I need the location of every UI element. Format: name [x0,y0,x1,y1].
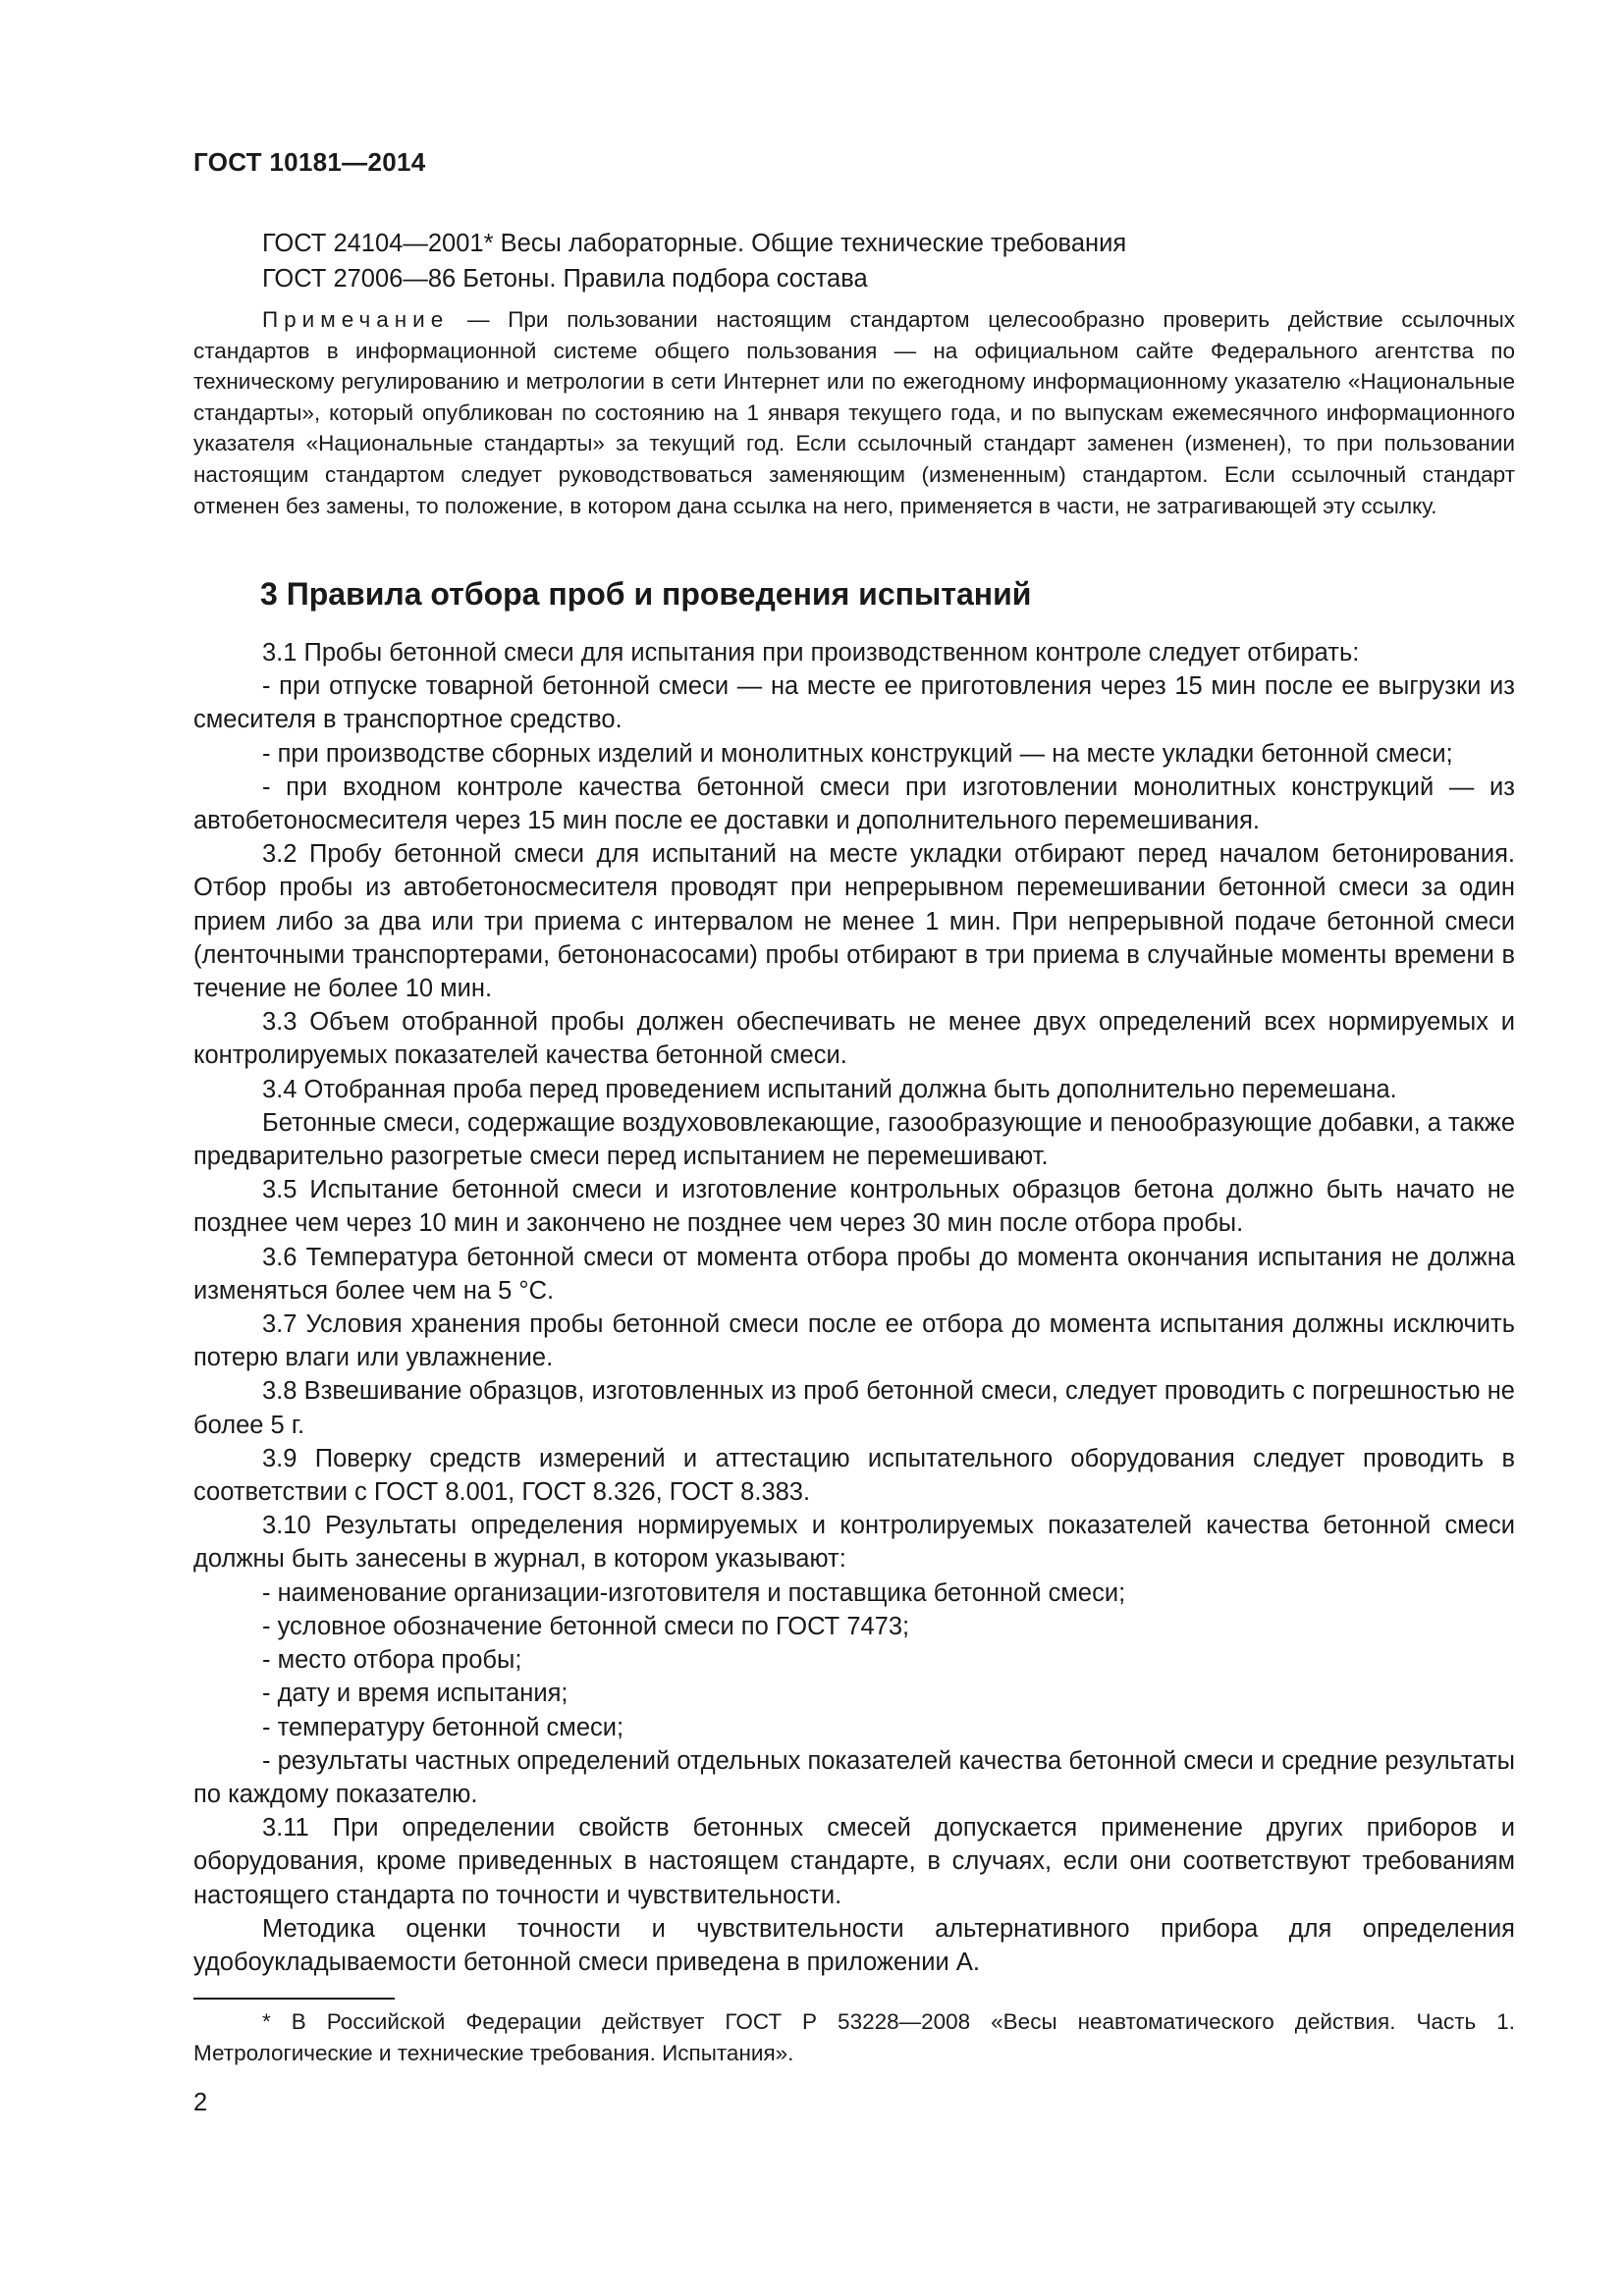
paragraph: Методика оценки точности и чувствительности альтернативного прибора для определения удобоукладываемости бетонной смеси приведена в приложении А. [193,1914,1515,1976]
footnote-divider [193,1998,395,2000]
paragraph: 3.8 Взвешивание образцов, изготовленных из проб бетонной смеси, следует проводить с погрешностью не более 5 г. [193,1377,1515,1439]
page-header-standard-number: ГОСТ 10181—2014 [193,147,426,177]
paragraph: Бетонные смеси, содержащие воздухововлекающие, газообразующие и пенообразующие добавки, а также предварительно разогретые смеси перед испытанием не перемешивают. [193,1108,1515,1171]
section-body [193,636,1515,1979]
paragraph: 3.10 Результаты определения нормируемых и контролируемых показателей качества бетонной смеси должны быть занесены в журнал, в котором указывают: [193,1512,1515,1574]
paragraph: 3.5 Испытание бетонной смеси и изготовление контрольных образцов бетона должно быть начато не позднее чем через 10 мин и закончено не позднее чем через 30 мин после отбора пробы. [193,1176,1515,1238]
list-item: - место отбора пробы; [262,1646,522,1675]
paragraph: 3.3 Объем отобранной пробы должен обеспечивать не менее двух определений всех нормируемых и контролируемых показателей качества бетонной смеси. [193,1008,1515,1070]
paragraph: 3.4 Отобранная проба перед проведением испытаний должна быть дополнительно перемешана. [262,1075,1397,1103]
reference-item: ГОСТ 27006—86 Бетоны. Правила подбора состава [262,265,868,293]
note-block [193,304,1515,521]
section-title: 3 Правила отбора проб и проведения испытаний [260,576,1032,612]
footnote-block [193,2006,1515,2068]
paragraph: 3.1 Пробы бетонной смеси для испытания при производственном контроле следует отбирать: [262,639,1360,667]
footnote-text: * В Российской Федерации действует ГОСТ Р 53228—2008 «Весы неавтоматического действия. Часть 1. Метрологические и технические требования. Испытания». [193,2009,1515,2065]
paragraph: 3.9 Поверку средств измерений и аттестацию испытательного оборудования следует проводить в соответствии с ГОСТ 8.001, ГОСТ 8.326, ГОСТ 8.383. [193,1444,1515,1507]
references-list [193,226,1515,296]
reference-item: ГОСТ 24104—2001* Весы лабораторные. Общие технические требования [262,230,1127,257]
paragraph: 3.11 При определении свойств бетонных смесей допускается применение других приборов и оборудования, кроме приведенных в настоящем стандарте, в случаях, если они соответствуют требованиям настоящего стандарта по точности и чувствительности. [193,1814,1515,1909]
list-item: - дату и время испытания; [262,1680,568,1708]
list-item: - условное обозначение бетонной смеси по ГОСТ 7473; [262,1612,910,1640]
list-item: - температуру бетонной смеси; [262,1713,624,1741]
note-label: Примечание [262,307,450,332]
paragraph: 3.7 Условия хранения пробы бетонной смеси после ее отбора до момента испытания должны исключить потерю влаги или увлажнение. [193,1310,1515,1372]
paragraph: 3.2 Пробу бетонной смеси для испытаний на месте укладки отбирают перед началом бетонирования. Отбор пробы из автобетоносмесителя проводят при непрерывном перемешивании бетонной смеси за один прием либо за два или три приема с интервалом не менее 1 мин. При непрерывной подаче бетонной смеси (ленточными транспортерами, бетононасосами) пробы отбирают в три приема в случайные моменты времени в течение не более 10 мин. [193,840,1515,1003]
list-item: - результаты частных определений отдельных показателей качества бетонной смеси и средние результаты по каждому показателю. [193,1746,1515,1808]
section-heading-block [193,574,1515,614]
note-paragraph [193,304,1515,521]
page-number: 2 [193,2089,208,2116]
paragraph: - при входном контроле качества бетонной смеси при изготовлении монолитных конструкций — из автобетоносмесителя через 15 мин после ее доставки и дополнительного перемешивания. [193,773,1515,835]
paragraph: - при отпуске товарной бетонной смеси — на месте ее приготовления через 15 мин после ее выгрузки из смесителя в транспортное средство. [193,672,1515,734]
paragraph: 3.6 Температура бетонной смеси от момента отбора пробы до момента окончания испытания не должна изменяться более чем на 5 °С. [193,1243,1515,1305]
list-item: - наименование организации-изготовителя и поставщика бетонной смеси; [262,1578,1126,1607]
paragraph: - при производстве сборных изделий и монолитных конструкций — на месте укладки бетонной смеси; [262,739,1453,768]
note-text: — При пользовании настоящим стандартом целесообразно проверить действие ссылочных стандартов в информационной системе общего пользования — на официальном сайте Федерального агентства по техническому регулированию и метрологии в сети Интернет или по ежегодному информационному указателю «Национальные стандарты», который опубликован по состоянию на 1 января текущего года, и по выпускам ежемесячного информационного указателя «Национальные стандарты» за текущий год. Если ссылочный стандарт заменен (изменен), то при пользовании настоящим стандартом следует руководствоваться заменяющим (измененным) стандартом. Если ссылочный стандарт отменен без замены, то положение, в котором дана ссылка на него, применяется в части, не затрагивающей эту ссылку. [193,307,1515,518]
